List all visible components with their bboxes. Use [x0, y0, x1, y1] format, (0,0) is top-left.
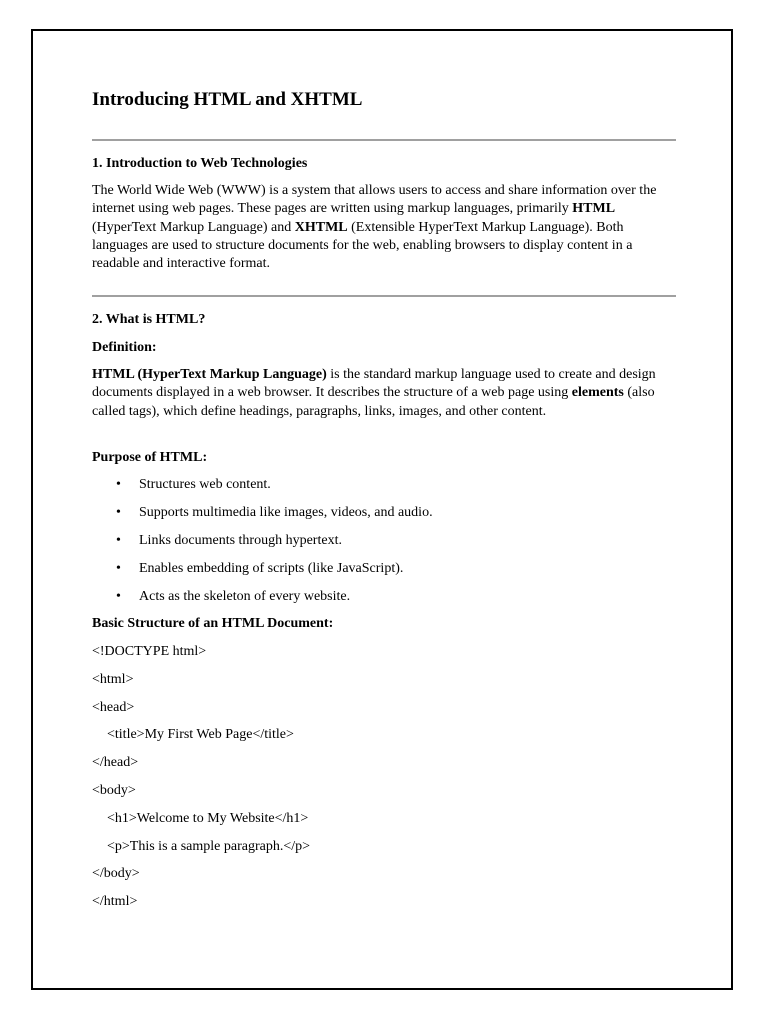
xhtml-term: XHTML [294, 219, 348, 235]
section2-heading: 2. What is HTML? [92, 312, 206, 327]
definition-text-1: is the standard markup language used to create and design documents displayed in a web browser. It describes the structure of a web page using [92, 367, 656, 401]
section1-text-1: The World Wide Web (WWW) is a system that allows users to access and share information over the internet using web pages. These pages are written using markup languages, primarily [92, 183, 657, 217]
code-line: </html> [92, 894, 138, 909]
structure-label: Basic Structure of an HTML Document: [92, 616, 334, 631]
section1-text-3: (Extensible HyperText Markup Language). Both languages are used to structure documents for the web, enabling browsers to display content in a readable and interactive format. [92, 219, 633, 272]
code-line: <head> [92, 700, 135, 715]
code-line: <title>My First Web Page</title> [107, 727, 294, 742]
definition-label: Definition: [92, 340, 157, 355]
definition-paragraph [92, 366, 676, 421]
code-line: </body> [92, 866, 140, 881]
document-title: Introducing HTML and XHTML [92, 89, 363, 110]
html-term: HTML [572, 201, 616, 217]
section1-text-2: (HyperText Markup Language) and [92, 219, 295, 235]
code-line: <body> [92, 783, 136, 798]
definition-text-2: (also called tags), which define headings, paragraphs, links, images, and other content. [92, 385, 655, 419]
code-line: <html> [92, 672, 134, 687]
definition-term: HTML (HyperText Markup Language) [92, 367, 327, 382]
purpose-label: Purpose of HTML: [92, 450, 208, 465]
section-divider [92, 295, 676, 297]
code-line: <h1>Welcome to My Website</h1> [107, 811, 309, 826]
code-line: <!DOCTYPE html> [92, 644, 207, 659]
bullet-icon: • [116, 505, 121, 520]
bullet-icon: • [116, 589, 121, 604]
code-line: </head> [92, 755, 139, 770]
section-divider [92, 139, 676, 141]
section1-paragraph [92, 182, 676, 273]
bullet-icon: • [116, 533, 121, 548]
section1-heading: 1. Introduction to Web Technologies [92, 156, 308, 171]
code-line: <p>This is a sample paragraph.</p> [107, 839, 311, 854]
elements-term: elements [571, 385, 624, 401]
bullet-icon: • [116, 477, 121, 492]
bullet-icon: • [116, 561, 121, 576]
